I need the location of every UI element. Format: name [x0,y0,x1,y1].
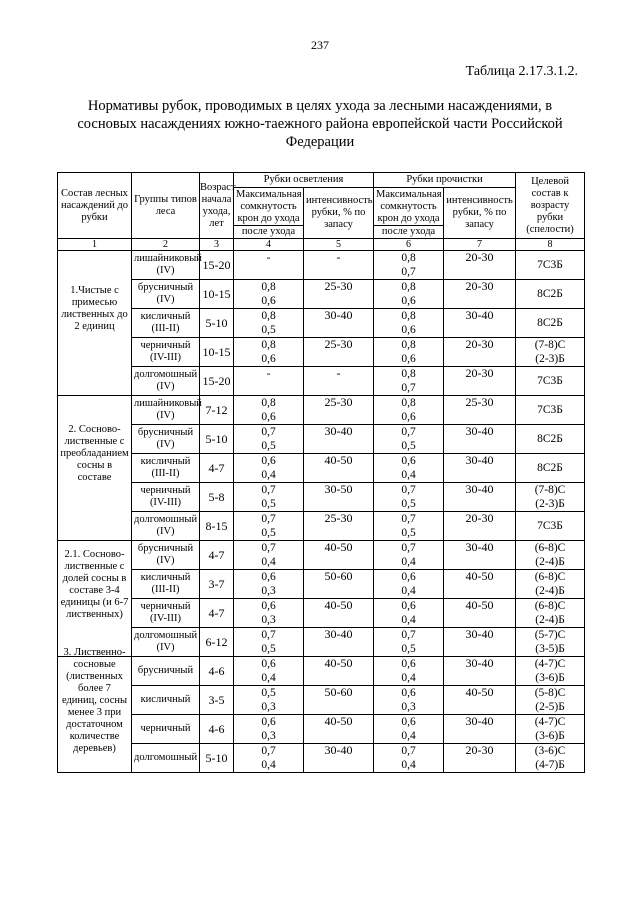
column-number: 2 [132,239,200,251]
table-row [58,309,585,338]
thinning-closure-cell [374,251,444,280]
lighting-closure-cell [234,512,304,541]
table-number: Таблица 2.17.3.1.2. [465,64,578,79]
closure-value: 0,7 [401,426,416,438]
composition-label: 3. Лиственно-сосновые (лиственных более 7 единиц, сосны менее 3 при достаточном количестве деревьев) [61,646,128,754]
target-value: (4-7)Б [535,759,565,771]
header-intensity: интенсивность рубки, % по запасу [444,188,516,239]
lighting-closure-cell [234,338,304,367]
closure-value: 0,7 [401,745,416,757]
closure-value: 0,5 [261,687,276,699]
closure-value: 0,7 [401,266,416,278]
closure-value: 0,8 [261,339,276,351]
column-number: 7 [444,239,516,251]
table-row [58,657,585,686]
column-number: 4 [234,239,304,251]
lighting-closure-cell [234,686,304,715]
closure-value: 0,6 [261,600,276,612]
closure-value: 0,3 [261,730,276,742]
closure-value: 0,6 [261,455,276,467]
closure-value: 0,7 [261,484,276,496]
table-row [58,570,585,599]
composition-cell [58,646,132,773]
lighting-closure-cell [234,280,304,309]
closure-value: 0,5 [401,440,416,452]
closure-value: 0,4 [261,469,276,481]
lighting-closure-cell [234,454,304,483]
closure-value: 0,8 [261,310,276,322]
lighting-intensity-cell: 25-30 [304,338,374,367]
lighting-intensity-cell: 50-60 [304,686,374,715]
thinning-intensity-cell: 20-30 [444,280,516,309]
forest-type-cell: черничный (IV-III) [132,338,200,367]
thinning-closure-cell [374,338,444,367]
closure-value: 0,7 [261,745,276,757]
closure-value: 0,7 [261,426,276,438]
thinning-intensity-cell: 25-30 [444,396,516,425]
closure-value: 0,6 [401,687,416,699]
thinning-closure-cell [374,628,444,657]
target-composition-cell [516,367,585,396]
composition-cell [58,251,132,396]
table-row [58,396,585,425]
lighting-intensity-cell: 50-60 [304,570,374,599]
forest-type-cell: черничный [132,715,200,744]
closure-value: - [266,252,271,264]
age-cell: 6-12 [200,628,234,657]
forest-type-cell: лишайниковый (IV) [132,251,200,280]
forest-type-cell: брусничный (IV) [132,425,200,454]
forest-type-cell: брусничный [132,657,200,686]
closure-value: 0,7 [401,513,416,525]
age-cell: 4-6 [200,715,234,744]
lighting-closure-cell [234,628,304,657]
target-composition-cell [516,338,585,367]
age-cell: 5-10 [200,425,234,454]
thinning-closure-cell [374,744,444,773]
closure-value: 0,6 [401,411,416,423]
target-value: (2-4)Б [535,614,565,626]
age-cell: 15-20 [200,367,234,396]
lighting-intensity-cell: 25-30 [304,280,374,309]
table-row [58,628,585,657]
lighting-closure-cell [234,570,304,599]
table-row [58,454,585,483]
composition-cell [58,541,132,657]
closure-value: 0,6 [401,658,416,670]
closure-value: 0,5 [261,643,276,655]
forest-type-cell: лишайниковый (IV) [132,396,200,425]
age-cell: 7-12 [200,396,234,425]
table-row [58,599,585,628]
forest-type-cell: кисличный (III-II) [132,309,200,338]
closure-value: 0,7 [401,629,416,641]
lighting-intensity-cell: 40-50 [304,657,374,686]
forest-type-cell: долгомошный (IV) [132,628,200,657]
header-max-closure: Максимальная сомкнутость крон до ухода [234,188,304,226]
closure-value: 0,4 [401,556,416,568]
target-composition-cell [516,715,585,744]
closure-value: 0,6 [401,455,416,467]
thinning-intensity-cell: 20-30 [444,251,516,280]
header-max-closure: Максимальная сомкнутость крон до ухода [374,188,444,226]
closure-value: 0,5 [401,643,416,655]
thinning-closure-cell [374,512,444,541]
target-value: (2-5)Б [535,701,565,713]
lighting-closure-cell [234,744,304,773]
target-value: (3-6)Б [535,730,565,742]
lighting-intensity-cell: 30-40 [304,744,374,773]
header-lighting: Рубки осветления [234,173,374,188]
target-value: 7С3Б [537,375,563,387]
lighting-closure-cell [234,483,304,512]
thinning-intensity-cell: 20-30 [444,512,516,541]
lighting-intensity-cell: 30-40 [304,309,374,338]
header-after-care: после ухода [374,226,444,239]
target-value: 8С2Б [537,462,563,474]
composition-cell [58,396,132,541]
table-row [58,367,585,396]
forest-type-cell: черничный (IV-III) [132,483,200,512]
thinning-closure-cell [374,483,444,512]
closure-value: 0,6 [261,353,276,365]
target-value: (5-8)С [534,687,566,699]
closure-value: 0,5 [261,527,276,539]
thinning-intensity-cell: 30-40 [444,309,516,338]
lighting-intensity-cell: 25-30 [304,512,374,541]
target-value: (6-8)С [534,600,566,612]
target-composition-cell [516,309,585,338]
thinning-intensity-cell: 30-40 [444,425,516,454]
column-number: 1 [58,239,132,251]
table-row [58,541,585,570]
closure-value: 0,8 [401,339,416,351]
lighting-intensity-cell: 40-50 [304,599,374,628]
lighting-closure-cell [234,541,304,570]
target-value: (2-4)Б [535,585,565,597]
age-cell: 4-7 [200,541,234,570]
forest-type-cell: кисличный (III-II) [132,454,200,483]
thinning-intensity-cell: 40-50 [444,570,516,599]
closure-value: 0,4 [401,759,416,771]
lighting-closure-cell [234,251,304,280]
target-composition-cell [516,396,585,425]
closure-value: 0,4 [401,730,416,742]
thinning-intensity-cell: 30-40 [444,454,516,483]
target-value: (3-6)Б [535,672,565,684]
lighting-closure-cell [234,367,304,396]
target-value: 7С3Б [537,520,563,532]
closure-value: 0,6 [261,295,276,307]
closure-value: 0,6 [401,716,416,728]
thinning-intensity-cell: 30-40 [444,541,516,570]
target-value: (3-6)С [534,745,566,757]
thinning-closure-cell [374,599,444,628]
target-value: (7-8)С [534,339,566,351]
forest-type-cell: долгомошный [132,744,200,773]
target-value: (7-8)С [534,484,566,496]
age-cell: 10-15 [200,338,234,367]
composition-label: 1.Чистые с примесью лиственных до 2 единиц [61,285,128,332]
target-value: (2-3)Б [535,353,565,365]
lighting-closure-cell [234,425,304,454]
closure-value: 0,5 [261,498,276,510]
closure-value: 0,4 [401,672,416,684]
composition-label: 2.1. Сосново-лиственные с долей сосны в составе 3-4 единицы (и 6-7 лиственных) [60,548,129,620]
table-row [58,280,585,309]
lighting-closure-cell [234,715,304,744]
target-value: (3-5)Б [535,643,565,655]
closure-value: 0,8 [261,281,276,293]
column-number: 8 [516,239,585,251]
target-value: (5-7)С [534,629,566,641]
closure-value: 0,3 [261,585,276,597]
thinning-closure-cell [374,541,444,570]
target-composition-cell [516,686,585,715]
lighting-closure-cell [234,599,304,628]
thinning-intensity-cell: 30-40 [444,628,516,657]
age-cell: 3-7 [200,570,234,599]
target-value: 7С3Б [537,404,563,416]
forest-type-cell: долгомошный (IV) [132,512,200,541]
target-composition-cell [516,628,585,657]
age-cell: 4-7 [200,599,234,628]
age-cell: 4-7 [200,454,234,483]
target-composition-cell [516,744,585,773]
table-row [58,686,585,715]
forest-type-cell: черничный (IV-III) [132,599,200,628]
closure-value: 0,3 [261,614,276,626]
closure-value: 0,7 [261,629,276,641]
composition-label: 2. Сосново-лиственные с преобладанием сосны в составе [60,424,129,483]
closure-value: 0,4 [401,469,416,481]
forest-type-cell: кисличный (III-II) [132,570,200,599]
header-intensity: интенсивность рубки, % по запасу [304,188,374,239]
target-value: (2-4)Б [535,556,565,568]
norms-table [57,172,585,773]
closure-value: 0,7 [261,513,276,525]
thinning-closure-cell [374,686,444,715]
age-cell: 10-15 [200,280,234,309]
forest-type-cell: брусничный (IV) [132,280,200,309]
closure-value: 0,5 [401,498,416,510]
target-composition-cell [516,280,585,309]
lighting-intensity-cell: 40-50 [304,715,374,744]
closure-value: 0,5 [261,440,276,452]
target-composition-cell [516,512,585,541]
target-composition-cell [516,425,585,454]
closure-value: 0,7 [261,542,276,554]
target-value: (6-8)С [534,542,566,554]
age-cell: 5-10 [200,744,234,773]
closure-value: 0,4 [261,556,276,568]
thinning-intensity-cell: 40-50 [444,686,516,715]
header-forest-groups: Группы типов леса [132,173,200,239]
target-composition-cell [516,541,585,570]
lighting-intensity-cell: - [304,251,374,280]
target-composition-cell [516,483,585,512]
closure-value: 0,7 [401,484,416,496]
target-composition-cell [516,454,585,483]
target-value: (4-7)С [534,658,566,670]
closure-value: 0,5 [401,527,416,539]
table-title: Нормативы рубок, проводимых в целях ухода за лесными насаждениями, в сосновых насаждениях южно-таежного района европейской части Российской Федерации [77,98,563,150]
thinning-closure-cell [374,715,444,744]
target-value: 8С2Б [537,288,563,300]
closure-value: 0,7 [401,382,416,394]
thinning-closure-cell [374,280,444,309]
closure-value: 0,8 [401,281,416,293]
age-cell: 5-8 [200,483,234,512]
thinning-closure-cell [374,425,444,454]
closure-value: 0,6 [261,411,276,423]
closure-value: 0,3 [261,701,276,713]
header-target: Целевой состав к возрасту рубки (спелости) [516,173,585,239]
thinning-closure-cell [374,657,444,686]
thinning-intensity-cell: 20-30 [444,367,516,396]
closure-value: 0,8 [401,310,416,322]
thinning-intensity-cell: 30-40 [444,657,516,686]
closure-value: 0,4 [261,759,276,771]
table-row [58,512,585,541]
target-value: 8С2Б [537,433,563,445]
header-age: Возраст начала ухода, лет [200,173,234,239]
closure-value: 0,6 [401,324,416,336]
thinning-intensity-cell: 20-30 [444,744,516,773]
closure-value: 0,4 [401,614,416,626]
forest-type-cell: кисличный [132,686,200,715]
lighting-intensity-cell: 30-50 [304,483,374,512]
thinning-closure-cell [374,570,444,599]
header-after-care: после ухода [234,226,304,239]
table-row [58,251,585,280]
column-number: 6 [374,239,444,251]
target-value: 7С3Б [537,259,563,271]
closure-value: 0,8 [401,368,416,380]
lighting-intensity-cell: 30-40 [304,425,374,454]
closure-value: 0,6 [261,571,276,583]
age-cell: 15-20 [200,251,234,280]
thinning-closure-cell [374,309,444,338]
closure-value: 0,6 [401,571,416,583]
lighting-intensity-cell: 40-50 [304,541,374,570]
column-number: 5 [304,239,374,251]
closure-value: 0,6 [401,353,416,365]
closure-value: 0,7 [401,542,416,554]
page-number: 237 [311,38,329,52]
thinning-intensity-cell: 30-40 [444,715,516,744]
target-composition-cell [516,599,585,628]
column-number: 3 [200,239,234,251]
age-cell: 3-5 [200,686,234,715]
age-cell: 4-6 [200,657,234,686]
lighting-intensity-cell: - [304,367,374,396]
thinning-intensity-cell: 20-30 [444,338,516,367]
forest-type-cell: долгомошный (IV) [132,367,200,396]
table-row [58,483,585,512]
lighting-closure-cell [234,396,304,425]
closure-value: 0,5 [261,324,276,336]
lighting-intensity-cell: 25-30 [304,396,374,425]
lighting-closure-cell [234,309,304,338]
closure-value: 0,3 [401,701,416,713]
target-composition-cell [516,570,585,599]
thinning-closure-cell [374,396,444,425]
table-row [58,425,585,454]
closure-value: - [266,368,271,380]
closure-value: 0,4 [401,585,416,597]
header-composition: Состав лесных насаждений до рубки [58,173,132,239]
table-row [58,715,585,744]
closure-value: 0,6 [401,600,416,612]
closure-value: 0,8 [401,397,416,409]
target-composition-cell [516,657,585,686]
closure-value: 0,6 [401,295,416,307]
target-value: (6-8)С [534,571,566,583]
thinning-intensity-cell: 30-40 [444,483,516,512]
table-row [58,338,585,367]
thinning-closure-cell [374,454,444,483]
lighting-intensity-cell: 40-50 [304,454,374,483]
target-composition-cell [516,251,585,280]
table-row [58,744,585,773]
closure-value: 0,6 [261,658,276,670]
closure-value: 0,8 [261,397,276,409]
closure-value: 0,6 [261,716,276,728]
lighting-intensity-cell: 30-40 [304,628,374,657]
target-value: 8С2Б [537,317,563,329]
thinning-intensity-cell: 40-50 [444,599,516,628]
target-value: (4-7)С [534,716,566,728]
target-value: (2-3)Б [535,498,565,510]
header-thinning: Рубки прочистки [374,173,516,188]
forest-type-cell: брусничный (IV) [132,541,200,570]
lighting-closure-cell [234,657,304,686]
thinning-closure-cell [374,367,444,396]
closure-value: 0,8 [401,252,416,264]
age-cell: 5-10 [200,309,234,338]
closure-value: 0,4 [261,672,276,684]
age-cell: 8-15 [200,512,234,541]
